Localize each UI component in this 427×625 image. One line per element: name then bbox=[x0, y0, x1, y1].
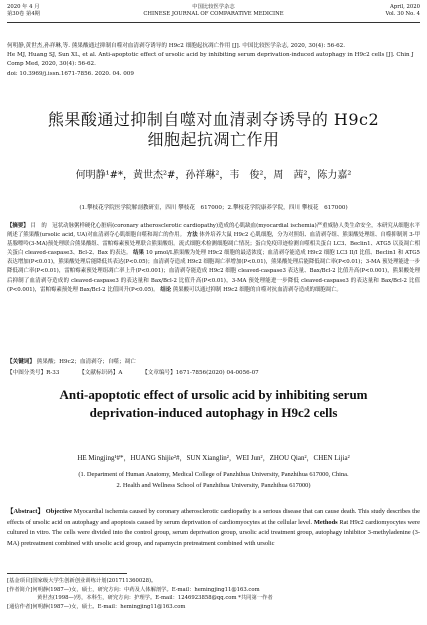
header-rule bbox=[7, 22, 420, 23]
abstract-result-label-zh: 结果 bbox=[133, 250, 145, 257]
article-number: 【文章编号】1671-7856(2020) 04-0056-07 bbox=[142, 370, 259, 376]
doi-link[interactable]: doi: 10.3969/j.issn.1671-7856. 2020. 04. 009 bbox=[7, 70, 134, 77]
classification-line bbox=[7, 369, 420, 378]
author-bio-1: [作者简介]何明静(1987—)女，硕士，研究方向：中药及人体解剖学。E-mail：hemingjing11@163.com bbox=[7, 586, 260, 593]
keywords-label: 【关键词】 bbox=[7, 359, 35, 365]
affiliation-en-line2: 2. Health and Wellness School of Panzhihua University, Panzhihua 617000) bbox=[116, 482, 311, 489]
abstract-conclusion-zh: 熊果酸可以通过抑制 H9c2 细胞的自噬对抗血清剥夺造成的细胞凋亡。 bbox=[172, 286, 342, 293]
affiliation-en-line1: (1. Department of Human Anatomy, Medical College of Panzhihua University, Panzhihua 617000, China. bbox=[78, 471, 349, 478]
abstract-en bbox=[7, 507, 420, 549]
article-title-zh: 熊果酸通过抑制自噬对血清剥夺诱导的 H9c2 细胞起抗凋亡作用 bbox=[47, 110, 380, 149]
running-header bbox=[7, 4, 420, 24]
abstract-zh bbox=[7, 222, 420, 295]
abstract-result-zh: 10 μmol/L熊果酸为处理 H9c2 细胞的最适浓度；血清剥夺能造成 H9c2 细胞 LC3 II/I 比值、Beclin1 和 ATG5 表达增加(P<0.01)，熊果酸处理后能降低其表达(P<0.05)；血清剥夺造成 H9c2 细胞凋亡率增加(P<0.01)，熊果酸处理后能降低凋亡率(P<0.01)；3-MA 预处理能进一步降低凋亡率(P<0.01)，雷帕霉素预处理组凋亡率上升(P<0.001)；血清剥夺能造成 H9c2 细胞 cleaved-caspase3 表达量、Bax/Bcl-2 比值升高(P<0.001)，熊果酸处理后抑制了血清剥夺造成的 cleaved-caspase3 的表达量和 Bax/Bcl-2 比值升高(P<0.01)，3-MA 预处理能进一步降低 cleaved-caspase3 的表达量和 Bax/Bcl-2 比值(P<0.001)，雷帕霉素预处理 Bax/Bcl-2 比值回升(P<0.05)。 bbox=[7, 250, 420, 293]
abstract-objective-zh: 目 的 冠状动脉粥样硬化心脏病(coronary atherosclerotic cardiopathy)造成的心肌缺血(myocardial ischemia)严重威胁人类生命安全，本研究从细胞水平阐述了熊果酸(ursolic acid, UA)对血清剥夺心肌细胞自噬和凋亡的作用。 bbox=[7, 223, 420, 239]
abstract-label-en: 【Abstract】 bbox=[7, 508, 44, 515]
journal-name-zh: 中国比较医学杂志 bbox=[192, 4, 235, 10]
authors-zh: 何明静¹#*，黄世杰²#，孙祥琳²，韦 俊²，周 茜²，陈力嘉² bbox=[75, 170, 352, 181]
abstract-method-label-zh: 方法 bbox=[186, 232, 198, 239]
corresponding-author: [通信作者]何明静(1987—)女，硕士。E-mail：hemingjing11@163.com bbox=[7, 603, 186, 610]
document-code: 【文献标识码】A bbox=[79, 370, 123, 376]
abstract-objective-en: Myocardial ischemia caused by coronary atherosclerotic cardiopathy is a serious disease that can cause death. This study describes the effects of ursolic acid on autophagy and apoptosis caused by serum deprivation of cardiomyocytes at the cellular level. bbox=[7, 508, 420, 526]
fund-note: [基金项目]国家级大学生创新创业训练计划(201711360028)。 bbox=[7, 578, 157, 584]
clc-number: 【中图分类号】R-33 bbox=[7, 370, 60, 376]
keywords-zh bbox=[7, 358, 420, 367]
citation-en: He MJ, Huang SJ, Sun XL, et al. Anti-apoptotic effect of ursolic acid by inhibiting serum deprivation-induced autophagy in H9c2 cells [J]. Chin J Comp Med, 2020, 30(4): 56-62. bbox=[7, 52, 414, 68]
citation-zh: 何明静,黄世杰,孙祥琳,等. 熊果酸通过抑制自噬对血清剥夺诱导的 H9c2 细胞起抗凋亡作用 [J]. 中国比较医学杂志, 2020, 30(4): 56-62. bbox=[7, 43, 346, 49]
issue-date-en: April, 2020 bbox=[390, 4, 420, 10]
abstract-methods-label-en: Methods bbox=[313, 518, 338, 526]
abstract-conclusion-label-zh: 结论 bbox=[160, 286, 172, 293]
citation-block bbox=[7, 42, 420, 79]
abstract-objective-label-en: Objective bbox=[45, 508, 73, 515]
header-right bbox=[386, 4, 420, 18]
abstract-method-zh: 体外培养大鼠 H9c2 心肌细胞，分为对照组、血清剥夺组、熊果酸处理组、自噬抑制剂 3-甲基腺嘌呤(3-MA)预处理联合熊果酸组、雷帕霉素预处理联合熊果酸组。流式细胞术检测细胞凋亡情况；蛋白免疫印迹检测自噬相关蛋白 LC3、Beclin1、ATG5 以及凋亡相关蛋白 cleaved-caspase3、Bcl-2、Bax 的表达。 bbox=[7, 232, 420, 257]
volume-issue-en: Vol. 30 No. 4 bbox=[385, 11, 420, 17]
header-center bbox=[7, 4, 420, 18]
footnote-rule bbox=[7, 573, 127, 574]
keywords-text: 熊果酸；H9c2；血清剥夺；自噬；凋亡 bbox=[36, 359, 136, 365]
journal-name-en: CHINESE JOURNAL OF COMPARATIVE MEDICINE bbox=[143, 11, 284, 17]
authors-en: HE Mingjing¹#*，HUANG Shijie²#，SUN Xianglin²，WEI Jun²，ZHOU Qian²，CHEN Lijia² bbox=[77, 454, 350, 462]
affiliation-zh: (1.攀枝花学院医学院解剖教研室，四川 攀枝花 617000；2.攀枝花学院康养学院，四川 攀枝花 617000) bbox=[79, 205, 348, 211]
article-title-en: Anti-apoptotic effect of ursolic acid by inhibiting serum deprivation-induced autophagy in H9c2 cells bbox=[59, 387, 368, 420]
author-bio-2: 黄世杰(1998—)男，本科生，研究方向：护理学。E-mail：1246923858@qq.com *共同第一作者 bbox=[37, 595, 273, 602]
abstract-methods-en: Rat H9c2 cardiomyocytes were cultured in vitro. The cells were divided into the control group, serum deprivation group, ursolic acid treatment group, autophagy inhibitor 3-methyladenine (3-MA) pretreatment combined with ursolic acid group, and rapamycin pretreatment combined with ursolic bbox=[7, 518, 420, 547]
volume-issue: 第30卷 第4期 bbox=[7, 11, 40, 17]
issue-date: 2020 年 4 月 bbox=[7, 4, 40, 10]
affiliation-en bbox=[7, 469, 420, 491]
abstract-label-zh: 【摘要】 bbox=[7, 223, 29, 229]
footnotes bbox=[7, 577, 420, 611]
